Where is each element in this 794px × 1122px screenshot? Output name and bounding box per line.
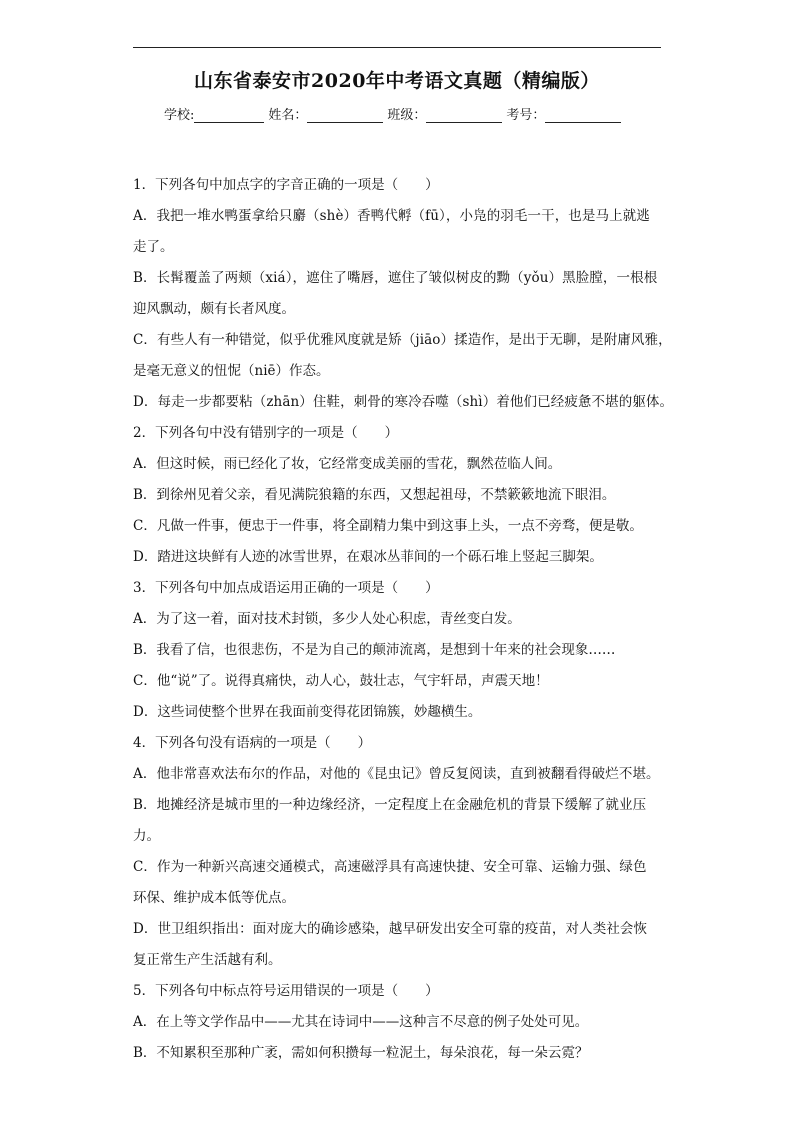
- student-info-fields: [164, 104, 625, 123]
- question-1-option-d: D．每走一步都要粘（zhān）住鞋，刺骨的寒冷吞噬（shì）着他们已经疲惫不堪的躯体。: [133, 394, 674, 410]
- page-title: 山东省泰安市2020年中考语文真题（精编版）: [194, 70, 600, 92]
- name-field: [268, 104, 387, 123]
- school-blank: [194, 108, 264, 123]
- question-4-option-b: B．地摊经济是城市里的一种边缘经济，一定程度上在金融危机的背景下缓解了就业压: [133, 797, 647, 813]
- question-2-stem: 2．下列各句中没有错别字的一项是（ ）: [133, 425, 399, 441]
- exam-number-blank: [545, 108, 621, 123]
- question-2-option-a: A．但这时候，雨已经化了妆，它经常变成美丽的雪花，飘然莅临人间。: [133, 456, 562, 472]
- class-label: 班级：: [387, 108, 427, 123]
- question-4-option-d-cont: 复正常生产生活越有利。: [133, 952, 282, 968]
- question-5-stem: 5．下列各句中标点符号运用错误的一项是（ ）: [133, 983, 439, 999]
- question-1-option-b: B．长髯覆盖了两颊（xiá），遮住了嘴唇，遮住了皱似树皮的黝（yǒu）黑脸膛，一根根: [133, 270, 658, 286]
- question-2-option-c: C．凡做一件事，便忠于一件事，将全副精力集中到这事上头，一点不旁骛，便是敬。: [133, 518, 643, 534]
- class-field: [387, 104, 506, 123]
- question-1-option-c: C．有些人有一种错觉，似乎优雅风度就是矫（jiāo）揉造作，是出于无聊，是附庸风雅，: [133, 332, 672, 348]
- question-3-option-d: D．这些词使整个世界在我面前变得花团锦簇，妙趣横生。: [133, 704, 482, 720]
- name-label: 姓名：: [268, 108, 308, 123]
- question-1-option-b-cont: 迎风飘动，颇有长者风度。: [133, 301, 295, 317]
- question-1-option-a: A．我把一堆水鸭蛋拿给只麝（shè）香鸭代孵（fū），小凫的羽毛一干，也是马上就逃: [133, 208, 650, 224]
- question-2-option-b: B．到徐州见着父亲，看见满院狼籍的东西，又想起祖母，不禁簌簌地流下眼泪。: [133, 487, 616, 503]
- header-rule: [133, 47, 661, 48]
- question-3-option-a: A．为了这一着，面对技术封锁，多少人处心积虑，青丝变白发。: [133, 611, 521, 627]
- question-5-option-b: B．不知累积至那种广袤，需如何积攒每一粒泥土，每朵浪花，每一朵云霓？: [133, 1045, 589, 1061]
- question-1-option-a-cont: 走了。: [133, 239, 174, 255]
- question-4-option-a: A．他非常喜欢法布尔的作品，对他的《昆虫记》曾反复阅读，直到被翻看得破烂不堪。: [133, 766, 660, 782]
- school-label: 学校:: [164, 108, 195, 123]
- exam-number-field: [506, 104, 625, 123]
- class-blank: [426, 108, 502, 123]
- question-4-option-c-cont: 环保、维护成本低等优点。: [133, 890, 295, 906]
- question-3-option-c: C．他“说”了。说得真痛快，动人心，鼓壮志，气宇轩昂，声震天地！: [133, 673, 549, 689]
- question-3-option-b: B．我看了信，也很悲伤，不是为自己的颠沛流离，是想到十年来的社会现象……: [133, 642, 616, 658]
- question-list: [133, 170, 674, 1069]
- question-3-stem: 3．下列各句中加点成语运用正确的一项是（ ）: [133, 580, 439, 596]
- question-4-stem: 4．下列各句没有语病的一项是（ ）: [133, 735, 372, 751]
- question-1-stem: 1．下列各句中加点字的字音正确的一项是（ ）: [133, 177, 439, 193]
- question-4-option-d: D．世卫组织指出：面对庞大的确诊感染，越早研发出安全可靠的疫苗，对人类社会恢: [133, 921, 648, 937]
- question-1-option-c-cont: 是毫无意义的忸怩（niē）作态。: [133, 363, 330, 379]
- question-4-option-b-cont: 力。: [133, 828, 160, 844]
- question-2-option-d: D．踏进这块鲜有人迹的冰雪世界，在艰冰丛菲间的一个砾石堆上竖起三脚架。: [133, 549, 603, 565]
- question-4-option-c: C．作为一种新兴高速交通模式，高速磁浮具有高速快捷、安全可靠、运输力强、绿色: [133, 859, 647, 875]
- exam-number-label: 考号：: [506, 108, 546, 123]
- question-5-option-a: A．在上等文学作品中——尤其在诗词中——这种言不尽意的例子处处可见。: [133, 1014, 589, 1030]
- name-blank: [307, 108, 383, 123]
- school-field: [164, 104, 268, 123]
